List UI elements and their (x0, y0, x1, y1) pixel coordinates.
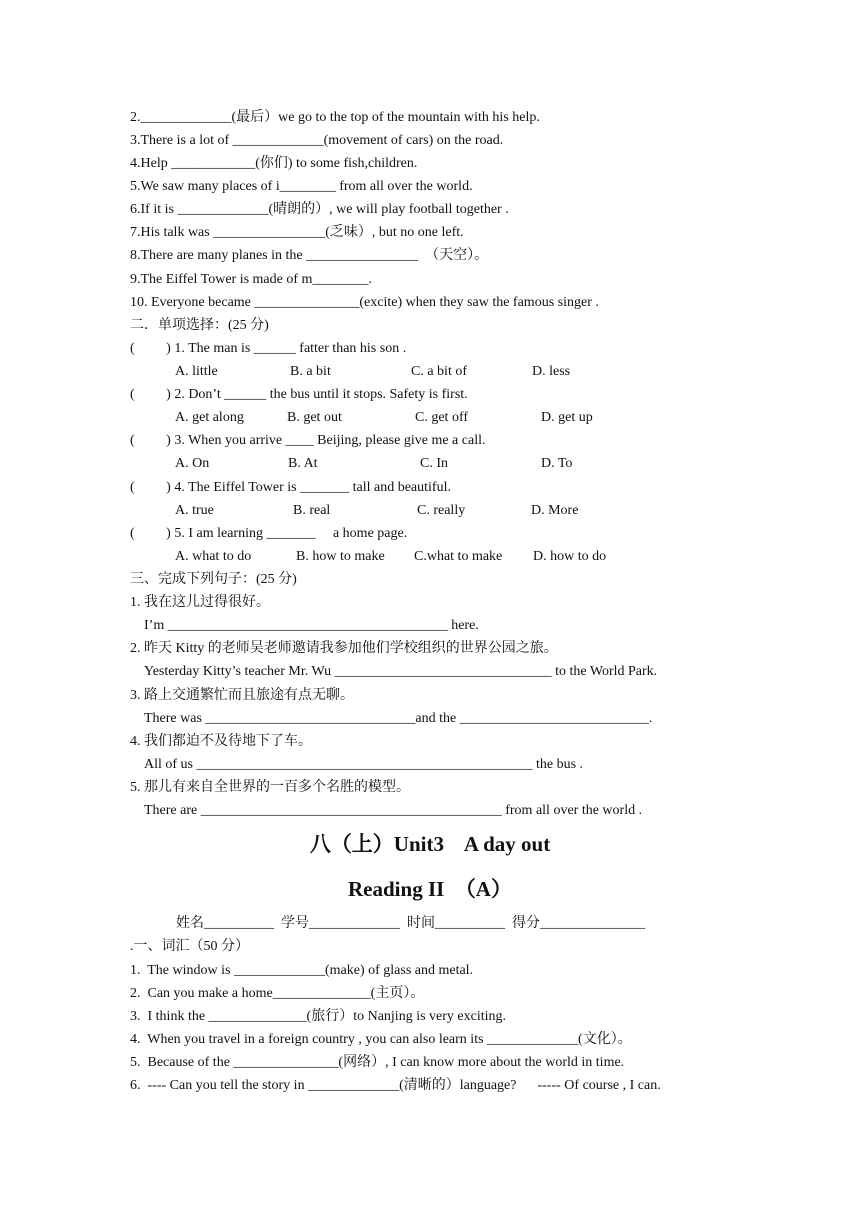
mc-option: A. On (175, 456, 210, 471)
mc-option: C.what to make (414, 549, 503, 564)
vocab-item: 1. The window is _____________(make) of glass and metal. (130, 963, 474, 978)
sentence-chinese: 5. 那儿有来自全世界的一百多个名胜的模型。 (130, 780, 410, 795)
sentence-chinese: 3. 路上交通繁忙而且旅途有点无聊。 (130, 688, 354, 703)
section-heading: 二．单项选择：(25 分) (130, 318, 269, 333)
vocab-item: 3. I think the ______________(旅行）to Nanjing is very exciting. (130, 1009, 507, 1024)
sentence-english: There are ___________________________________________ from all over the world . (144, 803, 643, 818)
mc-question: ( ) 4. The Eiffel Tower is _______ tall and beautiful. (130, 480, 451, 495)
section-heading: 三、完成下列句子：(25 分) (130, 572, 297, 587)
vocab-item: 2. Can you make a home______________(主页）。 (130, 986, 425, 1001)
sentence-english: Yesterday Kitty’s teacher Mr. Wu _______________________________ to the World Park. (144, 664, 658, 679)
mc-option: B. real (293, 503, 331, 518)
mc-option: D. how to do (533, 549, 607, 564)
mc-question: ( ) 2. Don’t ______ the bus until it stops. Safety is first. (130, 387, 468, 402)
mc-option: A. get along (175, 410, 244, 425)
vocab-item: 6.If it is _____________(晴朗的）, we will play football together . (130, 202, 509, 217)
vocab-item: 2._____________(最后）we go to the top of the mountain with his help. (130, 110, 540, 125)
vocab-item: 8.There are many planes in the ________________ （天空）。 (130, 248, 489, 263)
sentence-english: All of us ________________________________________________ the bus . (144, 757, 584, 772)
student-info-line: 姓名__________ 学号_____________ 时间__________ 得分_______________ (176, 916, 645, 931)
mc-question: ( ) 1. The man is ______ fatter than his son . (130, 341, 407, 356)
mc-question: ( ) 5. I am learning _______ a home page. (130, 526, 408, 541)
vocab-item: 6. ---- Can you tell the story in _____________(清晰的）language? ----- Of course , I can. (130, 1078, 661, 1093)
vocab-item: 10. Everyone became _______________(excite) when they saw the famous singer . (130, 295, 599, 310)
mc-question: ( ) 3. When you arrive ____ Beijing, please give me a call. (130, 433, 486, 448)
mc-option: B. get out (287, 410, 342, 425)
sentence-english: There was ______________________________and the ___________________________. (144, 711, 653, 726)
vocab-item: 5.We saw many places of i________ from all over the world. (130, 179, 473, 194)
mc-option: A. true (175, 503, 214, 518)
mc-option: A. little (175, 364, 218, 379)
mc-option: D. less (532, 364, 571, 379)
vocab-item: 7.His talk was ________________(乏味）, but no one left. (130, 225, 464, 240)
mc-option: D. To (541, 456, 573, 471)
mc-option: C. In (420, 456, 448, 471)
vocab-item: 4.Help ____________(你们) to some fish,children. (130, 156, 418, 171)
vocab-item: 3.There is a lot of _____________(movement of cars) on the road. (130, 133, 504, 148)
page-title: 八（上）Unit3 A day out (309, 832, 551, 856)
mc-option: C. get off (415, 410, 469, 425)
page-subtitle: Reading II （A） (348, 877, 512, 901)
mc-option: B. how to make (296, 549, 385, 564)
mc-option: C. a bit of (411, 364, 467, 379)
sentence-chinese: 4. 我们都迫不及待地下了车。 (130, 734, 312, 749)
sentence-chinese: 2. 昨天 Kitty 的老师吴老师邀请我参加他们学校组织的世界公园之旅。 (130, 641, 558, 656)
sentence-chinese: 1. 我在这儿过得很好。 (130, 595, 270, 610)
vocab-item: 4. When you travel in a foreign country , you can also learn its _____________(文化）。 (130, 1032, 632, 1047)
vocab-item: 5. Because of the _______________(网络）, I can know more about the world in time. (130, 1055, 625, 1070)
mc-option: C. really (417, 503, 466, 518)
mc-option: D. get up (541, 410, 593, 425)
section-heading: .一、词汇（50 分） (130, 939, 249, 954)
mc-option: B. a bit (290, 364, 331, 379)
mc-option: B. At (288, 456, 318, 471)
vocab-item: 9.The Eiffel Tower is made of m________. (130, 272, 372, 287)
sentence-english: I’m ________________________________________ here. (144, 618, 479, 633)
mc-option: D. More (531, 503, 579, 518)
mc-option: A. what to do (175, 549, 252, 564)
